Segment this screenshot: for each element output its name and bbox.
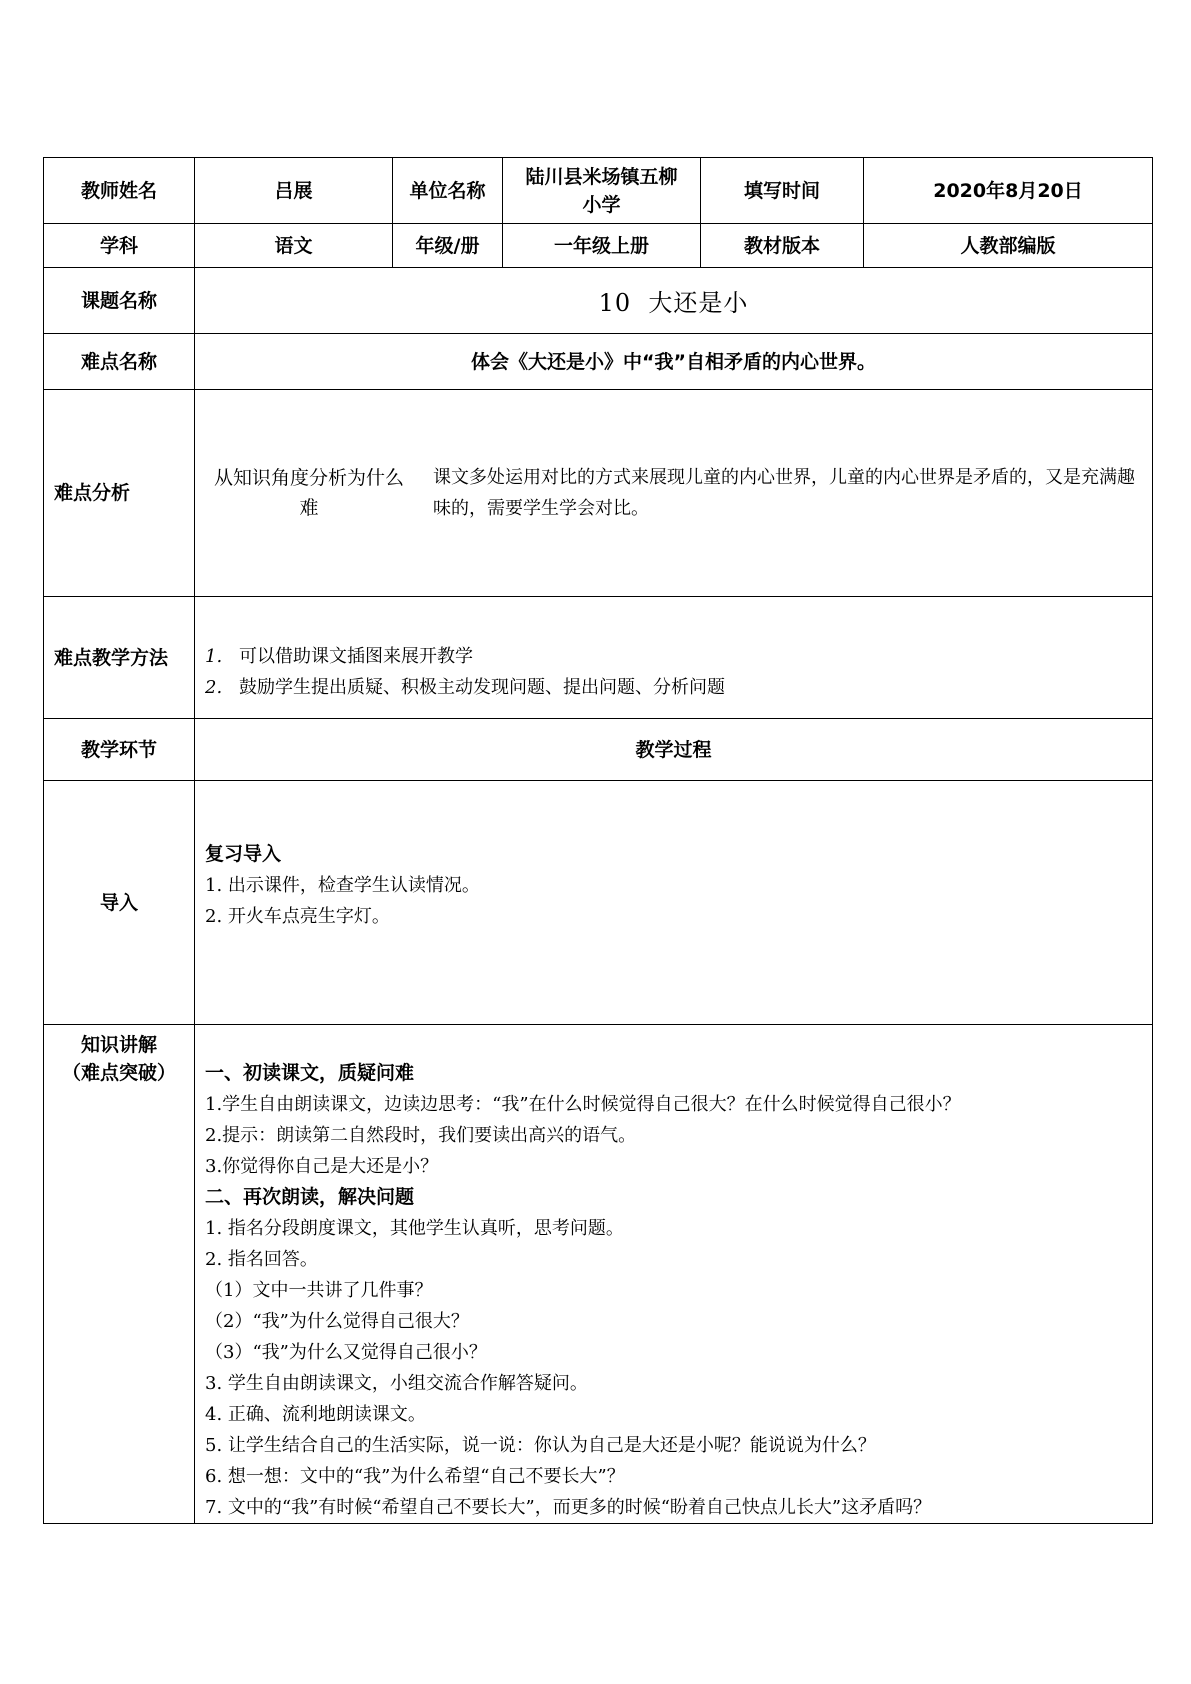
knowledge-line: 3.你觉得你自己是大还是小？ (205, 1156, 439, 1177)
method-item (205, 672, 1142, 703)
process-label: 教学过程 (195, 719, 1153, 781)
method-item-num: 2. (205, 676, 223, 698)
topic-title: 10 大还是小 (195, 268, 1153, 334)
intro-heading: 复习导入 (205, 843, 282, 865)
knowledge-label-line2: （难点突破） (61, 1062, 176, 1084)
knowledge-row (44, 1025, 1153, 1524)
analysis-subtable (195, 390, 1152, 596)
intro-line: 2. 开火车点亮生字灯。 (205, 906, 390, 927)
edition-label: 教材版本 (701, 224, 864, 268)
method-item-text: 鼓励学生提出质疑、积极主动发现问题、提出问题、分析问题 (239, 676, 725, 698)
method-item (205, 641, 1142, 672)
unit-value: 陆川县米场镇五柳小学 (503, 158, 701, 224)
knowledge-line: （2）“我”为什么觉得自己很大？ (205, 1311, 469, 1332)
knowledge-line: （3）“我”为什么又觉得自己很小？ (205, 1342, 487, 1363)
process-header-row (44, 719, 1153, 781)
intro-cell (195, 781, 1153, 1025)
date-value: 2020年8月20日 (864, 158, 1153, 224)
knowledge-label-line1: 知识讲解 (80, 1034, 157, 1056)
grade-label: 年级/册 (393, 224, 503, 268)
intro-label: 导入 (44, 781, 195, 1025)
knowledge-line: 2. 指名回答。 (205, 1249, 318, 1270)
knowledge-line: 3. 学生自由朗读课文，小组交流合作解答疑问。 (205, 1373, 588, 1394)
method-item-text: 可以借助课文插图来展开教学 (239, 645, 473, 667)
analysis-label: 难点分析 (44, 390, 195, 597)
topic-row (44, 268, 1153, 334)
lesson-plan-table (43, 157, 1153, 1524)
knowledge-section2-heading: 二、再次朗读，解决问题 (205, 1186, 415, 1208)
grade-value: 一年级上册 (503, 224, 701, 268)
analysis-sub-label: 从知识角度分析为什么难 (213, 467, 404, 519)
info-row-1 (44, 158, 1153, 224)
knowledge-section1-heading: 一、初读课文，质疑问难 (205, 1062, 415, 1084)
method-item-num: 1. (205, 645, 223, 667)
analysis-row (44, 390, 1153, 597)
teacher-label: 教师姓名 (44, 158, 195, 224)
intro-row (44, 781, 1153, 1025)
knowledge-label-cell (44, 1025, 195, 1524)
stage-label: 教学环节 (44, 719, 195, 781)
teacher-value: 吕展 (195, 158, 393, 224)
knowledge-line: （1）文中一共讲了几件事？ (205, 1280, 433, 1301)
knowledge-cell (195, 1025, 1153, 1524)
analysis-text: 课文多处运用对比的方式来展现儿童的内心世界，儿童的内心世界是矛盾的，又是充满趣味的，需要学生学会对比。 (433, 467, 1135, 519)
method-label: 难点教学方法 (44, 597, 195, 719)
lesson-plan-sheet (43, 157, 1152, 1524)
intro-line: 1. 出示课件，检查学生认读情况。 (205, 875, 480, 896)
knowledge-line: 1. 指名分段朗度课文，其他学生认真听，思考问题。 (205, 1218, 624, 1239)
difficulty-row (44, 334, 1153, 390)
knowledge-line: 1.学生自由朗读课文，边读边思考：“我”在什么时候觉得自己很大？在什么时候觉得自己很小？ (205, 1094, 961, 1115)
method-row (44, 597, 1153, 719)
topic-label: 课题名称 (44, 268, 195, 334)
edition-value: 人教部编版 (864, 224, 1153, 268)
knowledge-line: 5. 让学生结合自己的生活实际，说一说：你认为自己是大还是小呢？能说说为什么？ (205, 1435, 876, 1456)
difficulty-label: 难点名称 (44, 334, 195, 390)
difficulty-value: 体会《大还是小》中“我”自相矛盾的内心世界。 (195, 334, 1153, 390)
knowledge-line: 2.提示：朗读第二自然段时，我们要读出高兴的语气。 (205, 1125, 637, 1146)
date-label: 填写时间 (701, 158, 864, 224)
unit-label: 单位名称 (393, 158, 503, 224)
knowledge-line: 4. 正确、流利地朗读课文。 (205, 1404, 426, 1425)
info-row-2 (44, 224, 1153, 268)
subject-label: 学科 (44, 224, 195, 268)
subject-value: 语文 (195, 224, 393, 268)
method-cell (195, 597, 1153, 719)
analysis-cell (195, 390, 1153, 597)
knowledge-line: 6. 想一想：文中的“我”为什么希望“自己不要长大”？ (205, 1466, 625, 1487)
knowledge-line: 7. 文中的“我”有时候“希望自己不要长大”，而更多的时候“盼着自己快点儿长大”这矛盾吗？ (205, 1497, 932, 1518)
